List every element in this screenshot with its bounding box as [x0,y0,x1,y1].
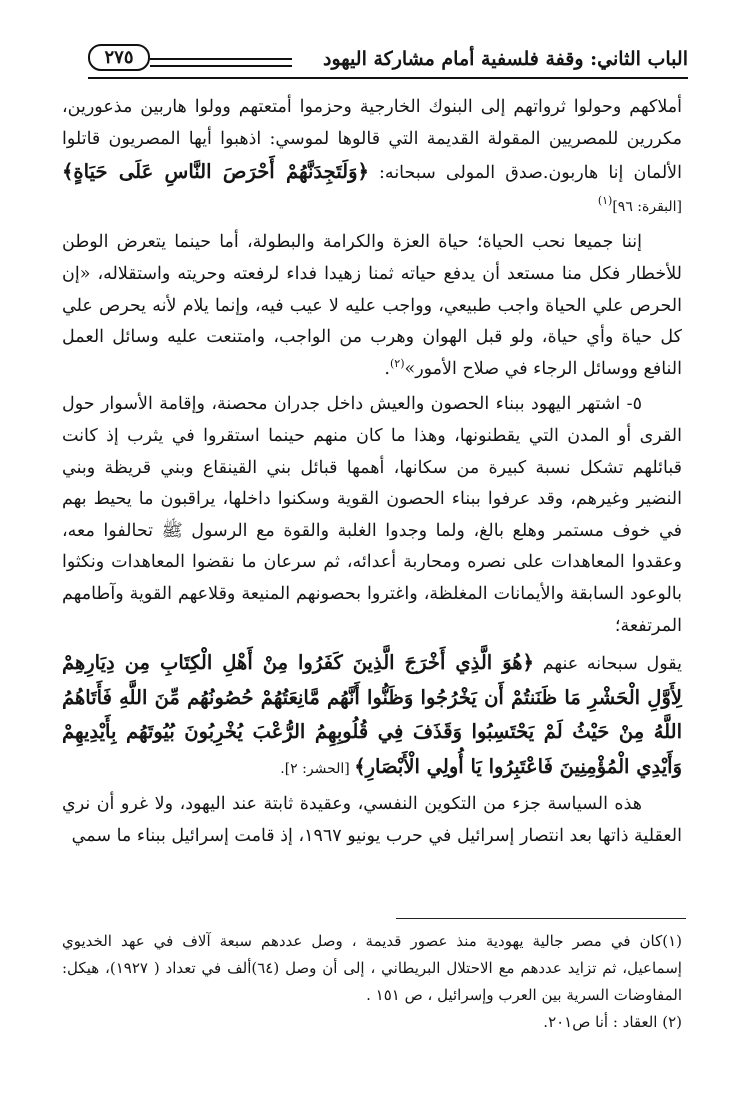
paragraph-5: هذه السياسة جزء من التكوين النفسي، وعقيدة ثابتة عند اليهود، ولا غرو أن نري العقلية ذاتها بعد انتصار إسرائيل في حرب يونيو ١٩٦٧، إذ قامت إسرائيل ببناء ما سمي [62,794,682,847]
running-header [88,44,688,74]
header-rule [88,77,688,79]
paragraph-1 [62,92,682,223]
paragraph-4 [62,646,682,785]
paragraph-2-end: . [384,358,390,379]
header-ornament-lines [150,58,292,67]
chapter-title: الباب الثاني: وقفة فلسفية أمام مشاركة اليهود [323,48,688,70]
page-number: ٢٧٥ [88,44,150,71]
verse-reference-hashr: [الحشر: ٢]. [280,760,355,777]
paragraph-3: ٥- اشتهر اليهود ببناء الحصون والعيش داخل جدران محصنة، وإقامة الأسوار حول القرى أو المدن التي يقطنونها، وهذا ما كان منهم حينما استقروا في يثرب إذ كانت قبائلهم تشكل نسبة كبيرة من سكانها، أهمها قبائل بني القينقاع وبني قريظة وبني النضير وغيرهم، وقد عرفوا ببناء الحصون القوية وسكنوا داخلها، يراقبون ما يحيط بهم في خوف مستمر وهلع بالغ، ولما وجدوا الغلبة والقوة مع الرسول ﷺ تحالفوا معه، وعقدوا المعاهدات على نصره ومحاربة أعدائه، ثم سرعان ما نقضوا المعاهدات ونكثوا بالوعود السابقة والأيمانات المغلظة، واغتروا بحصونهم المنيعة وقلاعهم القوية وآطامهم المرتفعة؛ [62,394,682,636]
quran-verse-baqarah: ﴿وَلَتَجِدَنَّهُمْ أَحْرَصَ النَّاسِ عَلَى حَيَاةٍ﴾ [62,160,369,184]
quran-verse-hashr: ﴿هُوَ الَّذِي أَخْرَجَ الَّذِينَ كَفَرُوا مِنْ أَهْلِ الْكِتَابِ مِن دِيَارِهِمْ لِأَوَّلِ الْحَشْرِ مَا ظَنَنتُمْ أَن يَخْرُجُوا وَظَنُّوا أَنَّهُم مَّانِعَتُهُمْ حُصُونُهُم مِّنَ اللَّهِ فَأَتَاهُمُ اللَّهُ مِنْ حَيْثُ لَمْ يَحْتَسِبُوا وَقَذَفَ فِي قُلُوبِهِمُ الرُّعْبَ يُخْرِبُونَ بُيُوتَهُم بِأَيْدِيهِمْ وَأَيْدِي الْمُؤْمِنِينَ فَاعْتَبِرُوا يَا أُولِي الْأَبْصَارِ﴾ [62,651,682,778]
footnote-marker-2: (٢) [389,356,405,370]
footnote-marker-1: (١) [597,193,613,207]
footnotes [62,928,682,1036]
footnote-1: (١)كان في مصر جالية يهودية منذ عصور قديمة ، وصل عددهم سبعة آلاف في عهد الخديوي إسماعيل، ثم تزايد عددهم مع الاحتلال البريطاني ، إلى أن وصل (٦٤)ألف في تعداد ( ١٩٢٧)، هيكل: المفاوضات السرية بين العرب وإسرائيل ، ص ١٥١ . [62,932,682,1004]
verse-reference: [البقرة: ٩٦] [612,198,682,215]
paragraph-1-text: أملاكهم وحولوا ثرواتهم إلى البنوك الخارجية وحزموا أمتعتهم وولوا هاربين مذعورين، مكررين للمصريين المقولة القديمة التي قالوها لموسي: اذهبوا أيها المصريون قاتلوا الألمان إنا هاربون.صدق المولى سبحانه: [62,97,682,184]
paragraph-2-text: إننا جميعا نحب الحياة؛ حياة العزة والكرامة والبطولة، أما حينما يتعرض الوطن للأخطار فكل منا مستعد أن يدفع حياته ثمنا زهيدا فداء لرفعته وحريته واستقلاله، «إن الحرص علي الحياة واجب طبيعي، وواجب عليه لا عيب فيه، وإنما يلام لأنه يحرص علي كل حياة وأي حياة، ولو قبل الهوان وهرب من الواجب، وامتنعت عليه وسائل العمل النافع ووسائل الرجاء في صلاح الأمور» [62,232,682,379]
paragraph-2 [62,227,682,385]
footnote-separator [396,918,686,919]
page-body [62,92,682,857]
footnote-2: (٢) العقاد : أنا ص٢٠١. [543,1013,682,1031]
paragraph-4-text: يقول سبحانه عنهم [533,654,682,675]
